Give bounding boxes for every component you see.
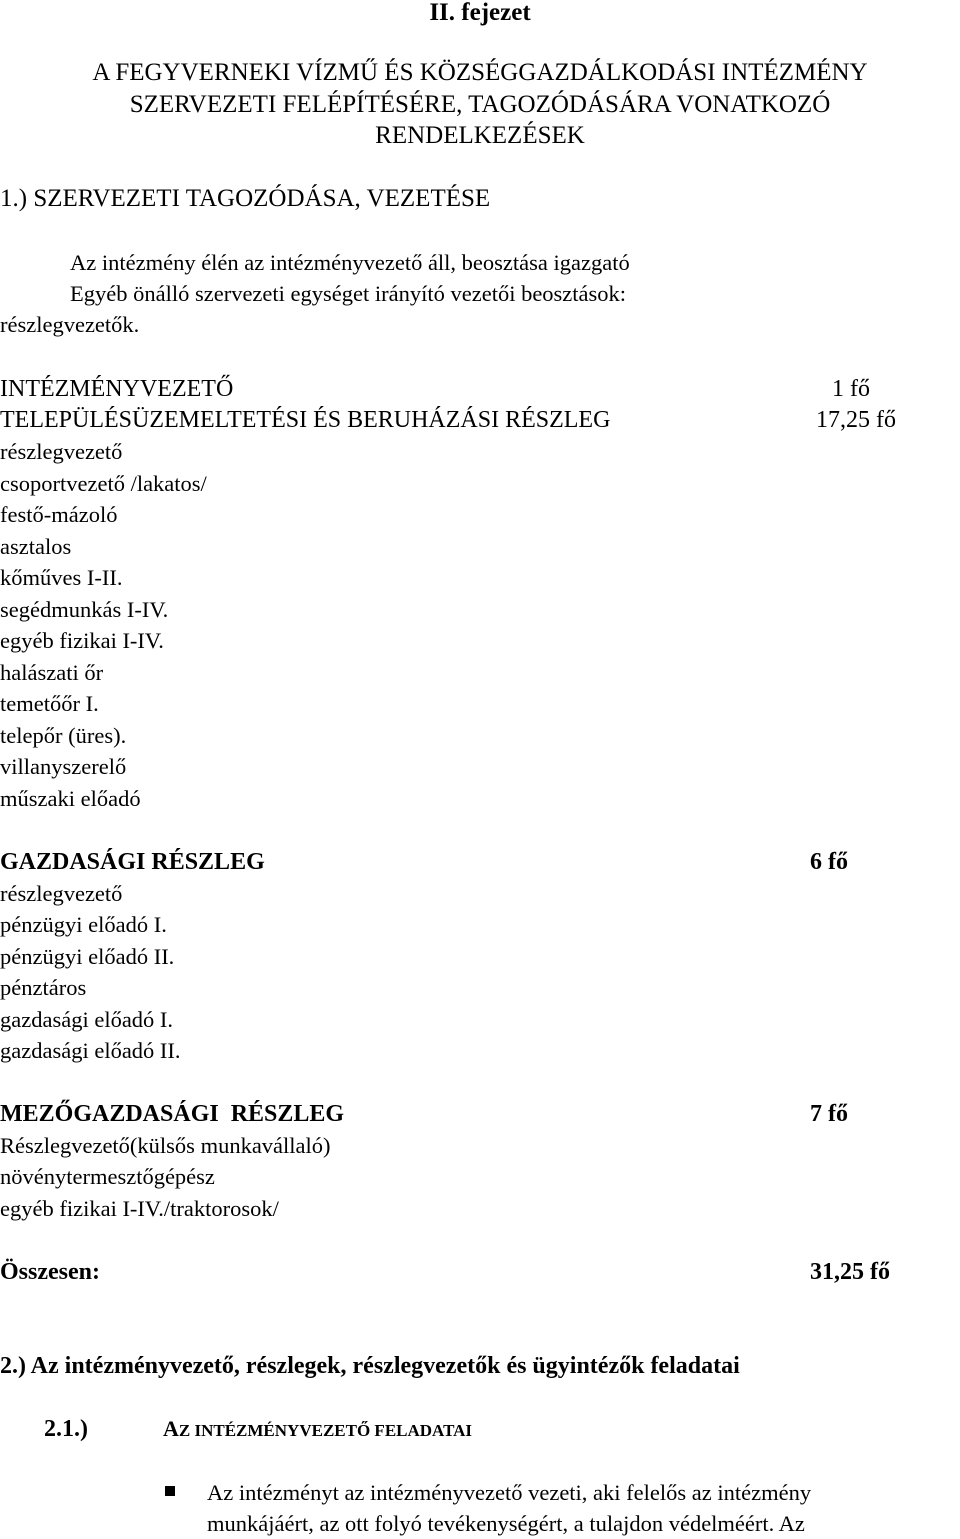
section2-heading: 2.) Az intézményvezető, részlegek, részlegvezetők és ügyintézők feladatai: [0, 1353, 740, 1379]
role-item: villanyszerelő: [0, 754, 127, 779]
role-item: egyéb fizikai I-IV.: [0, 628, 164, 653]
total-count: 31,25 fő: [810, 1259, 890, 1285]
intro-line-3: részlegvezetők.: [0, 312, 140, 337]
role-item: telepőr (üres).: [0, 723, 127, 748]
economic-unit-count: 6 fő: [810, 849, 848, 875]
agricultural-unit-count: 7 fő: [810, 1101, 848, 1127]
section21-title: [163, 1414, 472, 1447]
role-item: pénzügyi előadó II.: [0, 944, 175, 969]
economic-unit-label: GAZDASÁGI RÉSZLEG: [0, 849, 265, 875]
role-item: pénzügyi előadó I.: [0, 912, 167, 937]
role-item: gazdasági előadó II.: [0, 1038, 181, 1063]
settlement-unit-count: 17,25 fő: [816, 407, 896, 433]
role-item: festő-mázoló: [0, 502, 118, 527]
director-count: 1 fő: [832, 376, 870, 402]
role-item: részlegvezető: [0, 881, 123, 906]
main-title-line-1: A FEGYVERNEKI VÍZMŰ ÉS KÖZSÉGGAZDÁLKODÁSI INTÉZMÉNY: [92, 59, 868, 86]
bullet-item-line-1: Az intézményt az intézményvezető vezeti, aki felelős az intézmény: [207, 1480, 812, 1505]
section21-title-rest: Z INTÉZMÉNYVEZETŐ FELADATAI: [178, 1421, 473, 1440]
role-item: műszaki előadó: [0, 786, 141, 811]
role-item: kőműves I-II.: [0, 565, 123, 590]
bullet-item-line-2: munkájáért, az ott folyó tevékenységért, a tulajdon védelméért. Az: [207, 1511, 805, 1536]
bullet-square-icon: [165, 1486, 175, 1496]
section21-title-initial: A: [163, 1416, 179, 1441]
main-title-line-3: RENDELKEZÉSEK: [375, 122, 585, 149]
section1-heading: 1.) SZERVEZETI TAGOZÓDÁSA, VEZETÉSE: [0, 185, 491, 212]
total-label: Összesen:: [0, 1259, 100, 1285]
role-item: csoportvezető /lakatos/: [0, 471, 207, 496]
section21-number: 2.1.): [44, 1416, 88, 1442]
role-item: temetőőr I.: [0, 691, 99, 716]
director-label: INTÉZMÉNYVEZETŐ: [0, 376, 234, 402]
settlement-unit-label: TELEPÜLÉSÜZEMELTETÉSI ÉS BERUHÁZÁSI RÉSZLEG: [0, 407, 611, 433]
role-item: segédmunkás I-IV.: [0, 597, 169, 622]
intro-line-1: Az intézmény élén az intézményvezető áll, beosztása igazgató: [70, 250, 630, 275]
role-item: halászati őr: [0, 660, 104, 685]
role-item: egyéb fizikai I-IV./traktorosok/: [0, 1196, 279, 1221]
chapter-title: II. fejezet: [429, 0, 531, 26]
agricultural-unit-label: MEZŐGAZDASÁGI RÉSZLEG: [0, 1101, 345, 1127]
role-item: Részlegvezető(külsős munkavállaló): [0, 1133, 331, 1158]
role-item: növénytermesztőgépész: [0, 1164, 215, 1189]
role-item: gazdasági előadó I.: [0, 1007, 174, 1032]
role-item: részlegvezető: [0, 439, 123, 464]
role-item: asztalos: [0, 534, 72, 559]
main-title-line-2: SZERVEZETI FELÉPÍTÉSÉRE, TAGOZÓDÁSÁRA VONATKOZÓ: [129, 91, 831, 118]
intro-line-2: Egyéb önálló szervezeti egységet irányító vezetői beosztások:: [70, 281, 627, 306]
role-item: pénztáros: [0, 975, 87, 1000]
